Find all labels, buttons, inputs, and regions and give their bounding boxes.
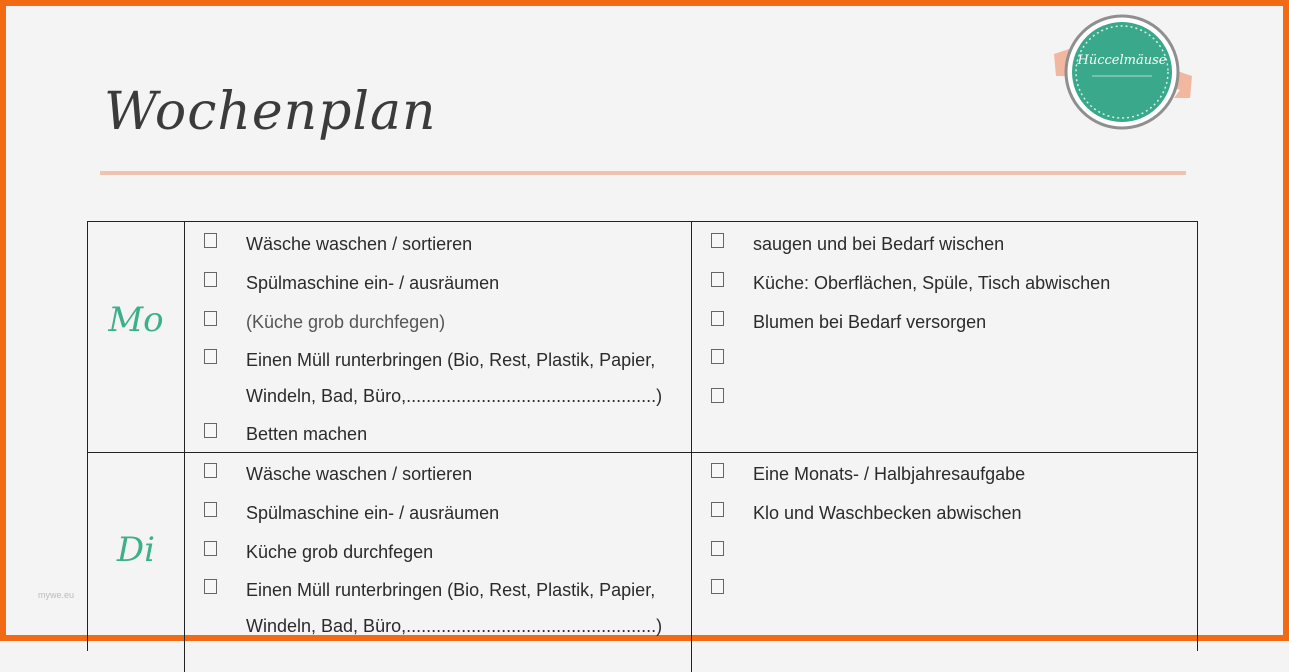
task-item: Wäsche waschen / sortieren [246, 234, 473, 254]
task-item-continuation: Windeln, Bad, Büro,..................................................) [246, 386, 663, 406]
task-item-continuation: Windeln, Bad, Büro,..................................................) [246, 616, 663, 636]
day-label: Di [116, 530, 156, 570]
task-checkbox[interactable] [711, 579, 724, 594]
task-item: Wäsche waschen / sortieren [246, 464, 473, 484]
task-item: (Küche grob durchfegen) [246, 312, 446, 332]
page-title: Wochenplan [104, 82, 437, 142]
task-checkbox[interactable] [204, 502, 217, 517]
task-checkbox[interactable] [711, 349, 724, 364]
task-checkbox[interactable] [711, 311, 724, 326]
logo-text: Hüccelmäuse [1077, 53, 1167, 68]
task-checkbox[interactable] [711, 233, 724, 248]
task-item: Küche: Oberflächen, Spüle, Tisch abwischen [753, 273, 1111, 293]
task-checkbox[interactable] [711, 502, 724, 517]
task-checkbox[interactable] [204, 311, 217, 326]
task-checkbox[interactable] [711, 463, 724, 478]
task-checkbox[interactable] [711, 541, 724, 556]
task-checkbox[interactable] [204, 272, 217, 287]
task-item: Betten machen [246, 424, 368, 444]
logo-badge [1072, 22, 1172, 122]
weekly-plan-table [87, 221, 1198, 651]
task-item: Einen Müll runterbringen (Bio, Rest, Plastik, Papier, [246, 350, 656, 370]
watermark: mywe.eu [38, 590, 75, 600]
task-item: Spülmaschine ein- / ausräumen [246, 273, 500, 293]
day-row-tuesday [88, 452, 1197, 672]
task-item: saugen und bei Bedarf wischen [753, 234, 1005, 254]
task-item: Eine Monats- / Halbjahresaufgabe [753, 464, 1026, 484]
task-item: Spülmaschine ein- / ausräumen [246, 503, 500, 523]
task-checkbox[interactable] [204, 541, 217, 556]
task-item: Klo und Waschbecken abwischen [753, 503, 1022, 523]
task-checkbox[interactable] [204, 463, 217, 478]
day-row-monday [88, 222, 1197, 453]
task-item: Küche grob durchfegen [246, 542, 434, 562]
task-checkbox[interactable] [711, 388, 724, 403]
task-item: Einen Müll runterbringen (Bio, Rest, Plastik, Papier, [246, 580, 656, 600]
task-checkbox[interactable] [204, 423, 217, 438]
task-item: Blumen bei Bedarf versorgen [753, 312, 987, 332]
task-checkbox[interactable] [204, 349, 217, 364]
day-label: Mo [108, 300, 164, 340]
brand-logo [1052, 14, 1194, 132]
task-checkbox[interactable] [204, 579, 217, 594]
task-checkbox[interactable] [711, 272, 724, 287]
task-checkbox[interactable] [204, 233, 217, 248]
title-divider [100, 171, 1186, 175]
